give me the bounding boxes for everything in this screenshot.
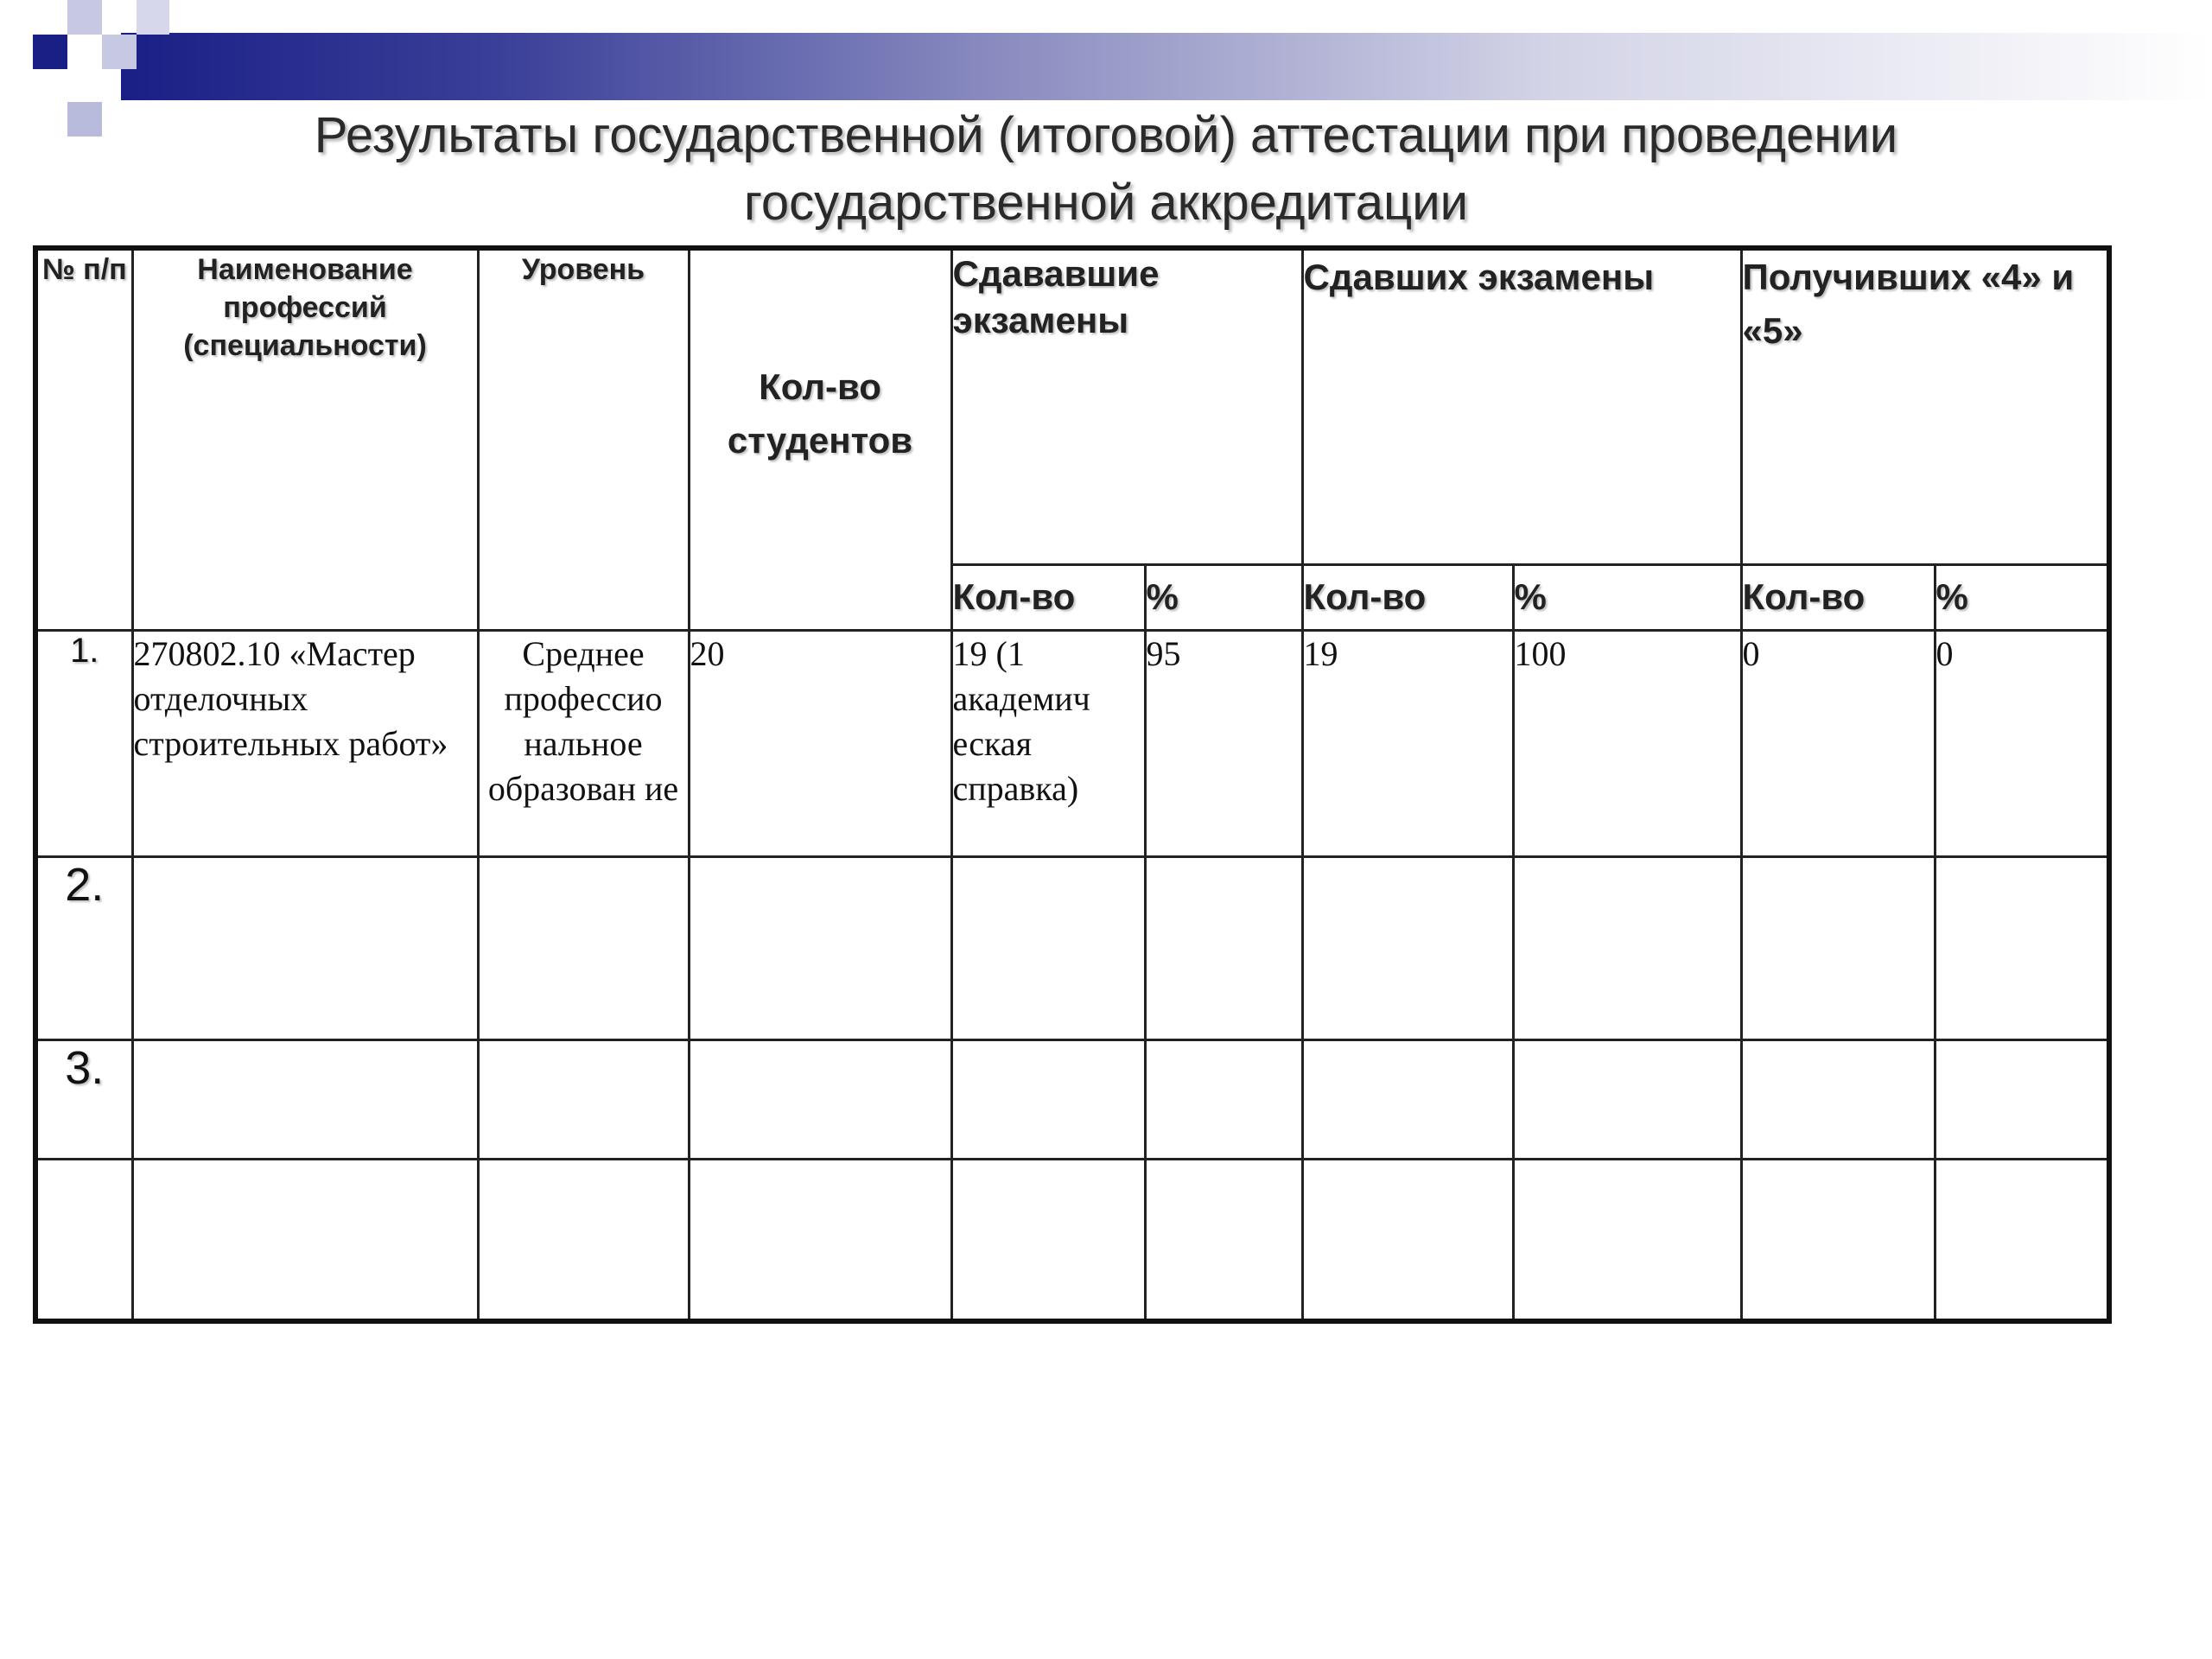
empty-cell [1741, 1039, 1935, 1159]
empty-cell [951, 1039, 1145, 1159]
empty-cell [132, 1159, 478, 1321]
header-level: Уровень [478, 248, 689, 630]
cell-good-percent: 0 [1935, 630, 2109, 856]
empty-cell [1145, 1159, 1302, 1321]
header-gradient-bar [121, 33, 2212, 100]
subheader-passed-count: Кол-во [1302, 564, 1513, 630]
subheader-taking-count: Кол-во [951, 564, 1145, 630]
cell-level: Среднее профессио нальное образован ие [478, 630, 689, 856]
empty-cell [1741, 856, 1935, 1039]
empty-cell [689, 1159, 951, 1321]
empty-cell [478, 1039, 689, 1159]
empty-cell [35, 1159, 132, 1321]
empty-cell [689, 856, 951, 1039]
subheader-taking-percent: % [1145, 564, 1302, 630]
header-num: № п/п [35, 248, 132, 630]
slide-title-line-2: государственной аккредитации [743, 175, 1469, 231]
empty-cell [951, 1159, 1145, 1321]
empty-cell [478, 856, 689, 1039]
header-name: Наименование профессий (специальности) [132, 248, 478, 630]
table-row [35, 1039, 2109, 1159]
cell-name: 270802.10 «Мастер отделочных строительных работ» [132, 630, 478, 856]
slide-title [0, 102, 2212, 237]
slide-title-line-1: Результаты государственной (итоговой) аттестации при проведении [314, 107, 1898, 163]
empty-cell [478, 1159, 689, 1321]
results-table [33, 245, 2112, 1324]
decor-square-light [67, 0, 102, 35]
row-number: 2. [35, 856, 132, 1039]
empty-cell [1741, 1159, 1935, 1321]
empty-cell [1935, 1039, 2109, 1159]
empty-cell [1302, 856, 1513, 1039]
empty-cell [1513, 856, 1741, 1039]
subheader-good-percent: % [1935, 564, 2109, 630]
empty-cell [1145, 1039, 1302, 1159]
decor-square-light [102, 35, 137, 69]
cell-passed-percent: 100 [1513, 630, 1741, 856]
header-students: Кол-во студентов [689, 248, 951, 630]
empty-cell [1302, 1159, 1513, 1321]
cell-taking-count: 19 (1 академич еская справка) [951, 630, 1145, 856]
empty-cell [1513, 1159, 1741, 1321]
cell-students: 20 [689, 630, 951, 856]
empty-cell [1145, 856, 1302, 1039]
decor-square-light [137, 0, 169, 35]
table-row [35, 856, 2109, 1039]
decor-square-dark [33, 35, 67, 69]
header-passed: Сдавших экзамены [1302, 248, 1741, 564]
table-row [35, 1159, 2109, 1321]
subheader-good-count: Кол-во [1741, 564, 1935, 630]
cell-taking-percent: 95 [1145, 630, 1302, 856]
cell-good-count: 0 [1741, 630, 1935, 856]
empty-cell [132, 1039, 478, 1159]
empty-cell [1302, 1039, 1513, 1159]
empty-cell [689, 1039, 951, 1159]
empty-cell [951, 856, 1145, 1039]
header-taking: Сдававшие экзамены [951, 248, 1302, 564]
empty-cell [1513, 1039, 1741, 1159]
row-number: 1. [35, 630, 132, 856]
row-number: 3. [35, 1039, 132, 1159]
empty-cell [1935, 856, 2109, 1039]
empty-cell [132, 856, 478, 1039]
empty-cell [1935, 1159, 2109, 1321]
subheader-passed-percent: % [1513, 564, 1741, 630]
table-row [35, 630, 2109, 856]
cell-passed-count: 19 [1302, 630, 1513, 856]
header-row [35, 248, 2109, 564]
header-good: Получивших «4» и «5» [1741, 248, 2109, 564]
